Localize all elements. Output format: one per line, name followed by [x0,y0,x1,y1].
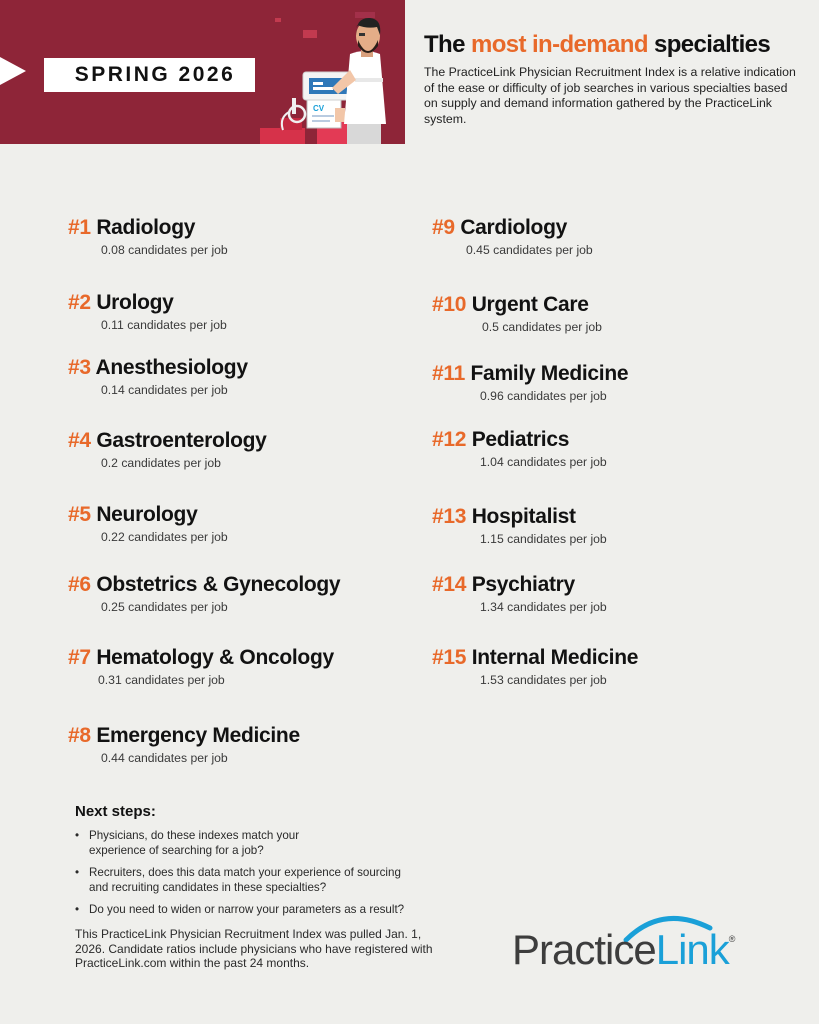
specialty-ratio: 0.5 candidates per job [482,320,602,334]
specialty-name: Hematology & Oncology [96,646,334,669]
specialty-rank: #10 [432,293,467,316]
specialty-ratio: 1.34 candidates per job [480,600,607,614]
next-steps-item: • Do you need to widen or narrow your parameters as a result? [75,902,459,917]
specialty-name: Emergency Medicine [96,724,300,747]
specialty-rank: #8 [68,724,91,747]
logo-part-2: Link [655,926,729,973]
next-steps-item: • Physicians, do these indexes match your experience of searching for a job? [75,828,339,858]
specialty-item [432,573,607,614]
specialty-item [68,573,340,614]
specialty-ratio: 1.04 candidates per job [480,455,607,469]
specialty-ratio: 0.08 candidates per job [101,243,228,257]
cv-document-label: CV [313,104,325,113]
specialty-name: Urology [96,291,174,314]
specialty-rank: #7 [68,646,91,669]
specialty-ratio: 1.15 candidates per job [480,532,607,546]
specialty-item [432,505,607,546]
specialty-item [68,356,248,397]
specialty-name: Radiology [96,216,196,239]
specialty-ratio: 0.31 candidates per job [98,673,225,687]
specialty-rank: #9 [432,216,455,239]
specialty-rank: #14 [432,573,467,596]
specialty-item [68,216,228,257]
specialty-item [432,293,602,334]
intro-description: The PracticeLink Physician Recruitment Index is a relative indication of the ease or difficulty of job searches in various specialties based on supply and demand information gathered by the PracticeLink system. [424,65,796,126]
play-arrow-icon [0,57,26,85]
specialty-name: Gastroenterology [96,429,267,452]
next-steps-title: Next steps: [75,803,156,820]
specialty-name: Pediatrics [471,428,570,451]
specialty-rank: #1 [68,216,91,239]
specialty-ratio: 0.44 candidates per job [101,751,228,765]
specialty-rank: #6 [68,573,91,596]
intro-section [424,31,804,127]
specialty-name: Hospitalist [471,505,576,528]
specialty-name: Anesthesiology [95,356,248,379]
logo-wordmark [512,926,734,974]
page-title [424,31,804,59]
footnote: This PracticeLink Physician Recruitment Index was pulled Jan. 1, 2026. Candidate ratios include physicians who have registered with PracticeLink.com within the past 24 months. [75,927,433,970]
specialty-ratio: 0.45 candidates per job [466,243,593,257]
specialty-rank: #11 [432,362,465,385]
title-part-2: specialties [653,31,771,58]
specialty-name: Urgent Care [471,293,589,316]
specialty-rank: #5 [68,503,91,526]
specialty-name: Cardiology [460,216,567,239]
specialty-ratio: 0.96 candidates per job [480,389,607,403]
specialty-item [432,216,593,257]
next-steps-item: • Recruiters, does this data match your experience of sourcing and recruiting candidates in these specialties? [75,865,419,895]
practicelink-logo [512,906,772,976]
specialty-rank: #2 [68,291,91,314]
specialty-name: Neurology [96,503,198,526]
doctor-illustration [255,0,405,144]
specialty-item [68,291,227,332]
title-part-1: The [424,31,465,58]
registered-mark: ® [728,934,735,944]
specialty-item [68,646,334,687]
specialty-rank: #3 [68,356,91,379]
specialty-name: Family Medicine [470,362,629,385]
season-label: SPRING 2026 [44,58,266,92]
specialty-item [68,503,228,544]
logo-part-1: Practice [512,926,656,973]
specialty-ratio: 0.25 candidates per job [101,600,228,614]
specialty-item [432,362,628,403]
specialty-ratio: 0.22 candidates per job [101,530,228,544]
specialty-name: Internal Medicine [471,646,639,669]
specialty-name: Psychiatry [471,573,575,596]
specialty-rank: #13 [432,505,467,528]
next-steps-section [75,803,455,924]
specialty-item [432,428,607,469]
title-accent: most in-demand [470,31,648,58]
specialty-name: Obstetrics & Gynecology [96,573,341,596]
header-banner [0,0,405,144]
specialty-ratio: 0.2 candidates per job [101,456,221,470]
specialty-rank: #4 [68,429,91,452]
specialty-ratio: 1.53 candidates per job [480,673,607,687]
specialty-rank: #12 [432,428,467,451]
specialty-item [68,429,267,470]
specialty-ratio: 0.11 candidates per job [101,318,227,332]
specialty-item [68,724,300,765]
specialty-rank: #15 [432,646,467,669]
specialty-ratio: 0.14 candidates per job [101,383,228,397]
specialty-item [432,646,638,687]
